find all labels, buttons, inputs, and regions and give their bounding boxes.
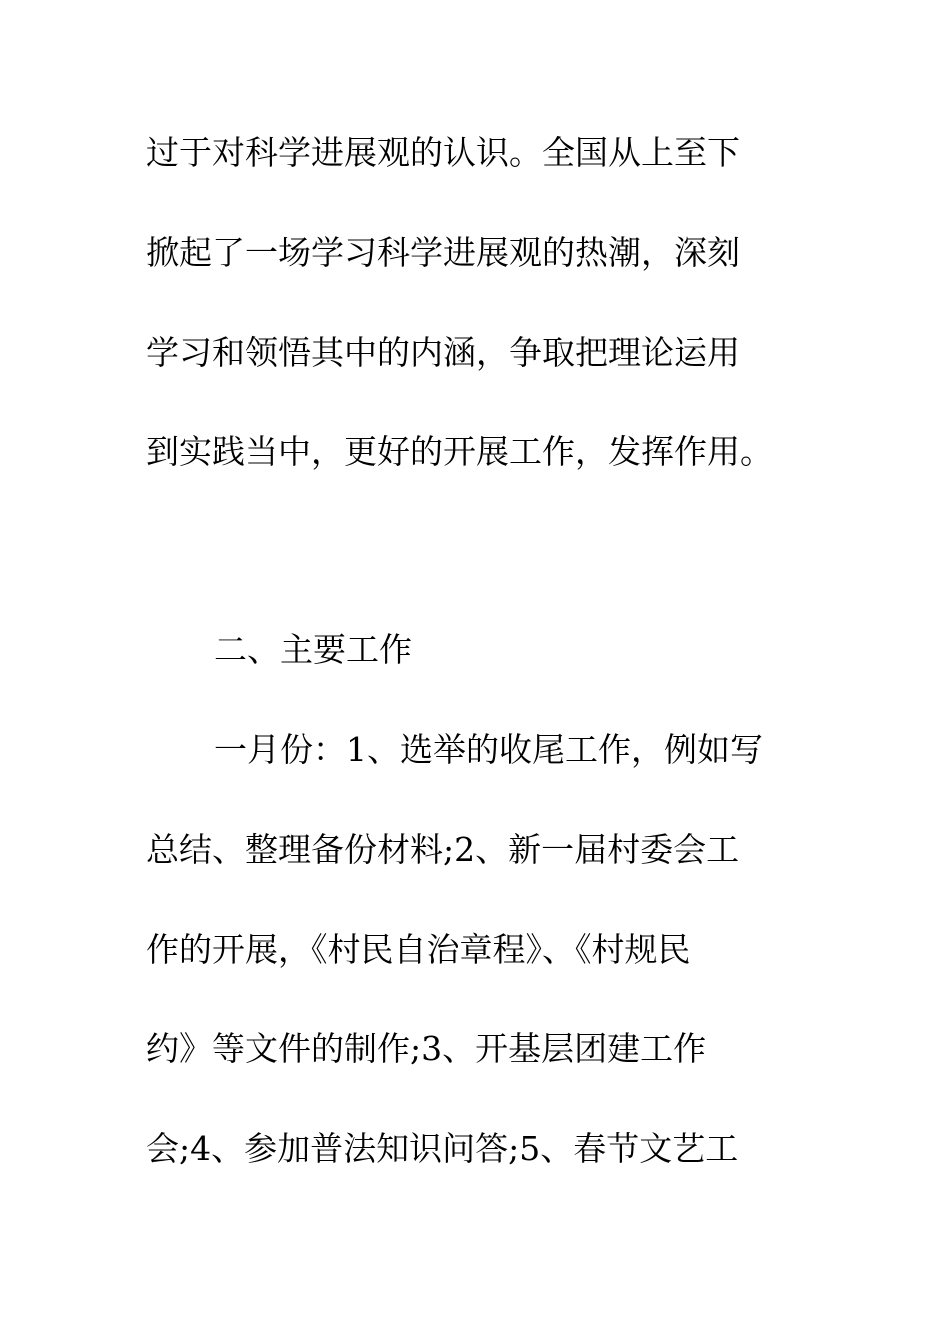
paragraph-line: 过于对科学进展观的认识。全国从上至下 [146, 133, 740, 172]
section-heading: 二、主要工作 [214, 630, 412, 669]
paragraph-line: 作的开展，《村民自治章程》、《村规民 [146, 930, 691, 969]
paragraph-line: 约》等文件的制作;3、开基层团建工作 [146, 1029, 707, 1068]
paragraph-line: 掀起了一场学习科学进展观的热潮，深刻 [146, 233, 740, 272]
paragraph-line: 会;4、参加普法知识问答;5、春节文艺工 [146, 1129, 739, 1168]
paragraph-line: 学习和领悟其中的内涵，争取把理论运用 [146, 333, 740, 372]
paragraph-line: 一月份：1、选举的收尾工作，例如写 [214, 730, 763, 769]
paragraph-line: 总结、整理备份材料;2、新一届村委会工 [146, 830, 740, 869]
paragraph-line: 到实践当中，更好的开展工作，发挥作用。 [146, 432, 773, 471]
